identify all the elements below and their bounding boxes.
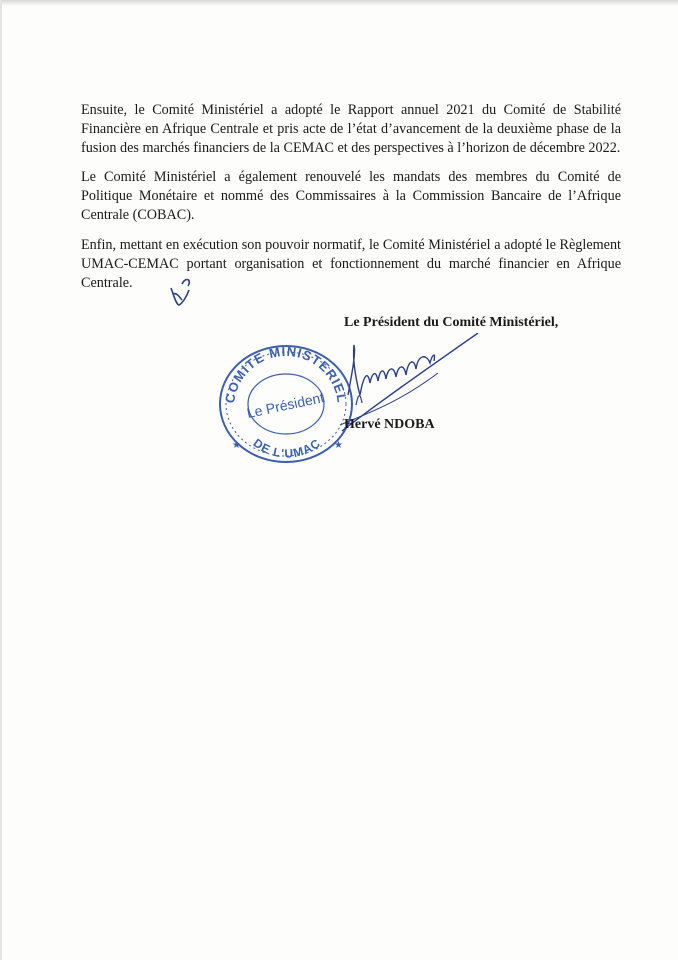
scan-top-edge [0,0,678,6]
paragraph-financial-stability: Ensuite, le Comité Ministériel a adopté le Rapport annuel 2021 du Comité de Stabilité Financière en Afrique Centrale et pris acte de l’état d’avancement de la deuxième phase de la fusion des marchés financiers de la CEMAC et des perspectives à l’horizon de décembre 2022. [81,102,621,156]
scan-left-edge [0,0,2,960]
signatory-name: Hervé NDOBA [344,417,435,432]
svg-text:Le Président: Le Président [245,389,326,422]
paragraph-mandates: Le Comité Ministériel a également renouvelé les mandats des membres du Comité de Politique Monétaire et nommé des Commissaires à la Commission Bancaire de l’Afrique Centrale (COBAC). [81,169,621,223]
svg-text:★: ★ [232,440,241,451]
signatory-title: Le Président du Comité Ministériel, [344,315,559,330]
paragraph-regulation: Enfin, mettant en exécution son pouvoir normatif, le Comité Ministériel a adopté le Règlement UMAC-CEMAC portant organisation et fonctionnement du marché financier en Afrique Centrale. [81,237,621,291]
svg-text:DE L'UMAC: DE L'UMAC [250,435,324,461]
svg-text:COMITE MINISTERIEL: COMITE MINISTERIEL [222,343,350,405]
svg-text:★: ★ [334,440,343,451]
handwritten-initial-icon [168,274,194,308]
